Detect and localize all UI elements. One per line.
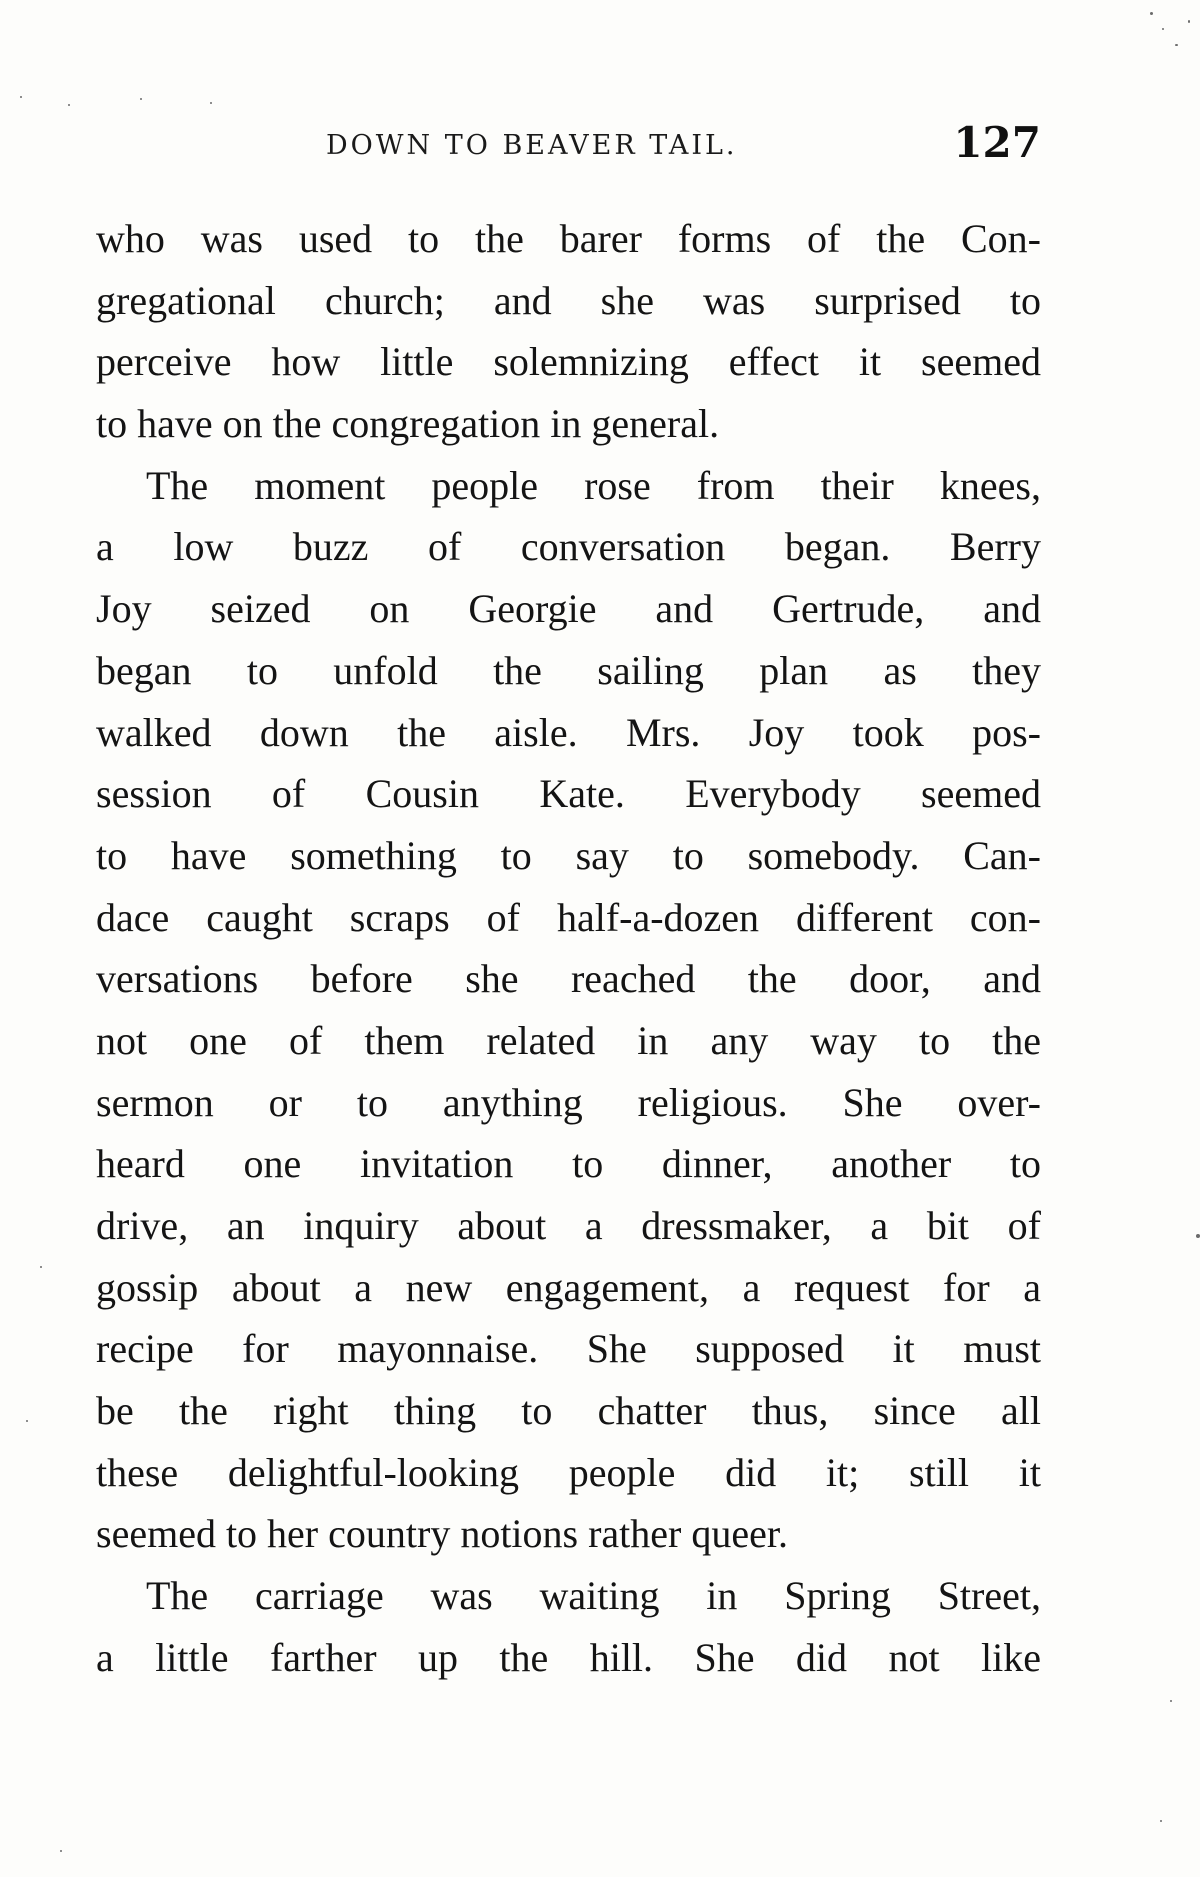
text-line: a little farther up the hill. She did not like [96,1634,1041,1680]
text-line: gossip about a new engagement, a request for a [96,1264,1041,1310]
text-line: who was used to the barer forms of the Con- [96,216,1041,261]
scan-speck [1160,1820,1162,1822]
page-number: 127 [953,118,1041,167]
text-line: walked down the aisle. Mrs. Joy took pos- [96,709,1041,755]
text-line: heard one invitation to dinner, another to [96,1141,1041,1187]
scan-speck [1188,20,1190,23]
scan-speck [40,1266,42,1268]
text-line: perceive how little solemnizing effect it seemed [96,339,1041,385]
scan-speck [140,98,142,100]
text-line: to have on the congregation in general. [96,401,720,447]
text-line: seemed to her country notions rather queer. [96,1511,788,1557]
paragraph-first-line: The carriage was waiting in Spring Street, [146,1573,1041,1619]
scan-speck [68,104,70,106]
text-line: not one of them related in any way to the [96,1017,1041,1063]
scan-speck [1150,12,1153,15]
text-line: drive, an inquiry about a dressmaker, a bit of [96,1203,1041,1248]
paragraph-first-line: The moment people rose from their knees, [146,462,1041,508]
scan-speck [1196,1234,1200,1238]
scan-speck [60,1850,62,1852]
text-line: sermon or to anything religious. She over- [96,1079,1041,1125]
running-head [96,118,1041,178]
text-line: began to unfold the sailing plan as they [96,647,1041,693]
scan-speck [26,1420,28,1422]
scan-speck [210,102,212,104]
running-title: DOWN TO BEAVER TAIL. [326,130,738,161]
text-line: these delightful-looking people did it; still it [96,1449,1041,1495]
scan-speck [1175,44,1178,46]
text-line: recipe for mayonnaise. She supposed it must [96,1326,1041,1372]
text-line: a low buzz of conversation began. Berry [96,524,1041,570]
text-line: dace caught scraps of half-a-dozen different con- [96,894,1041,940]
text-line: session of Cousin Kate. Everybody seemed [96,771,1041,817]
scan-speck [20,96,22,98]
body-text [96,208,1041,1689]
text-line: versations before she reached the door, and [96,956,1041,1002]
scan-speck [1162,28,1164,30]
scan-speck [1170,1700,1172,1702]
text-line: to have something to say to somebody. Can- [96,832,1041,878]
text-line: Joy seized on Georgie and Gertrude, and [96,586,1041,632]
text-line: be the right thing to chatter thus, since all [96,1388,1041,1434]
text-line: gregational church; and she was surprised to [96,277,1041,323]
